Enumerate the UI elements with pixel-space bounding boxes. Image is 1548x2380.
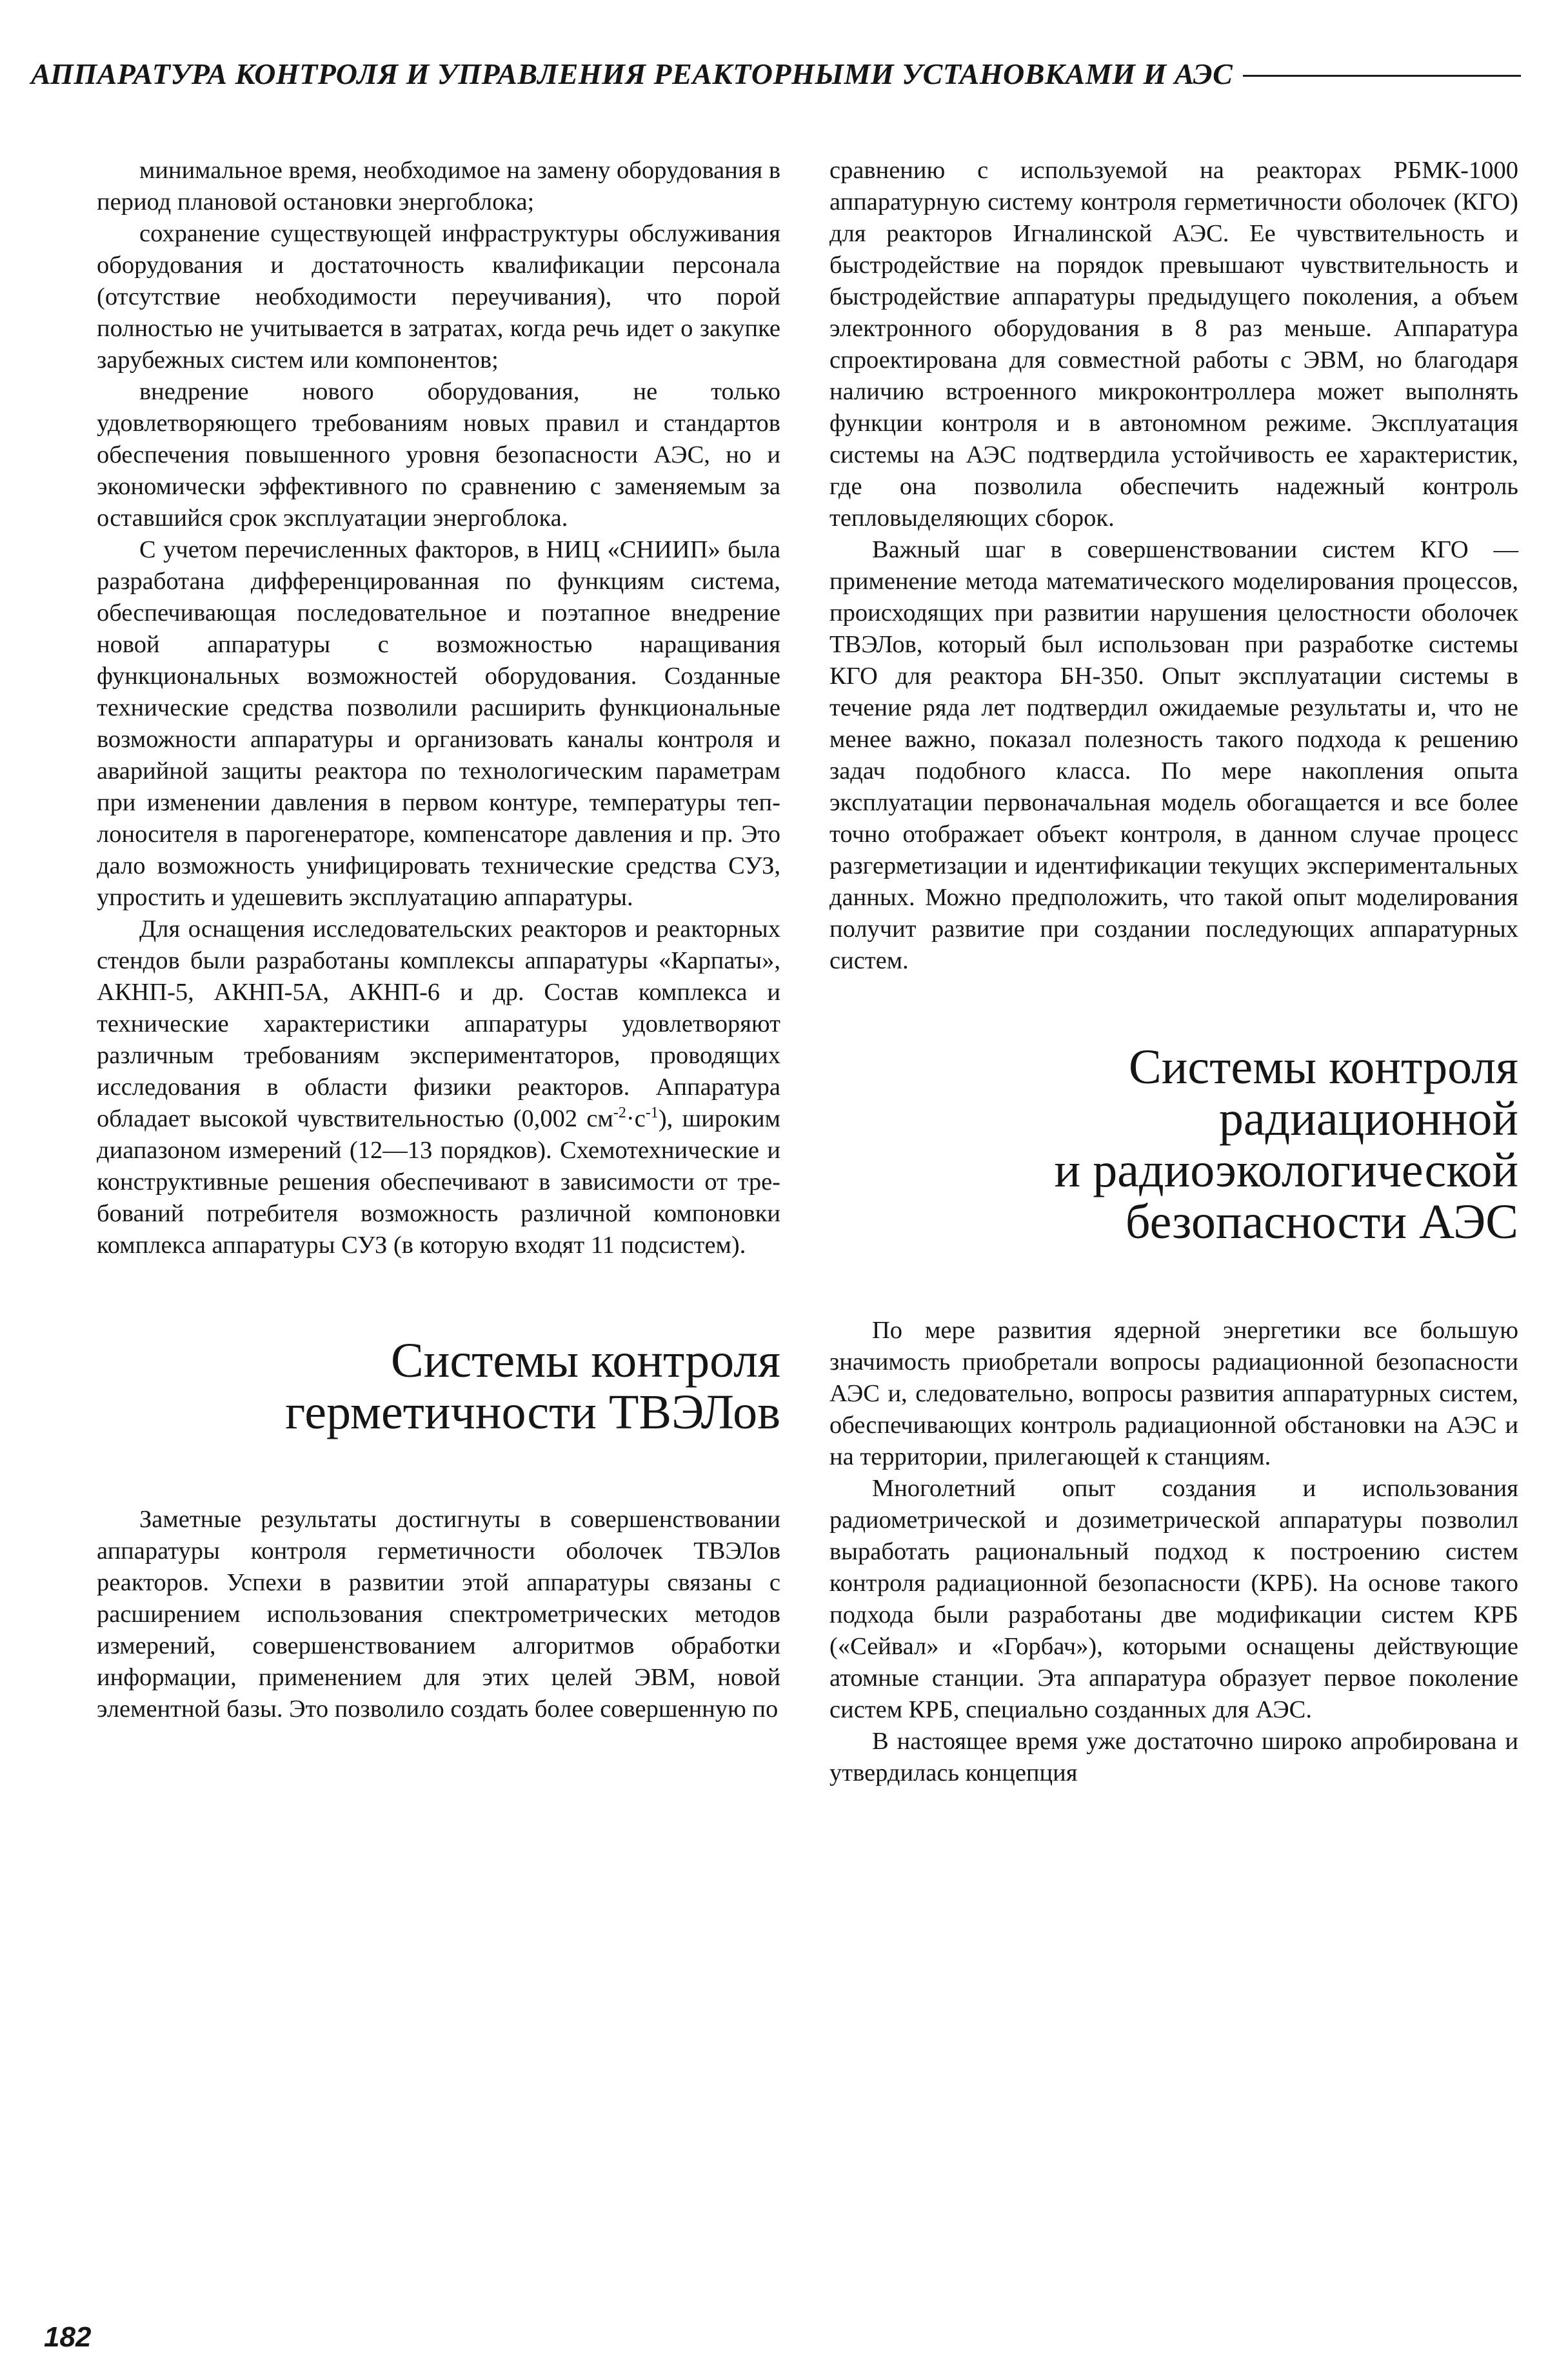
paragraph: Важный шаг в совершенствовании систем КГО — применение метода математического моделирования процессов, происходящих при развитии нарушения целостности оболочек ТВЭЛов, который был использован при разработке системы КГО для реактора БН-350. Опыт эксплуатации системы в течение ряда лет подтвердил ожидаемые результаты и, что не менее важно, показал полезность такого подхода к решению задач подобного класса. По мере накопления опыта эксплуатации первоначальная модель обогащается и все более точно отображает объект контроля, в данном случае процесс разгерметизации и идентификации текущих экспериментальных данных. Можно предположить, что такой опыт моделирования получит развитие при создании последующих аппаратурных систем. [829, 536, 1518, 974]
paragraph: сохранение существующей инфраструктуры обслуживания оборудования и достаточность квалификации персонала (отсутствие необходимости переучивания), что порой полностью не учитывается в затратах, когда речь идет о закупке зарубежных систем или компонентов; [97, 220, 780, 374]
paragraph-research-reactors [97, 914, 780, 1261]
section-title-line: герметичности ТВЭЛов [285, 1385, 780, 1439]
section-title-line: и радиоэкологической [1054, 1143, 1518, 1197]
paragraph: По мере развития ядерной энергетики все большую значимость приобретали вопросы радиационной безопасности АЭС и, следовательно, вопросы развития аппаратурных систем, обеспечивающих контроль радиационной обстановки на АЭС и на территории, прилегающей к станциям. [829, 1317, 1518, 1470]
paragraph: В настоящее время уже достаточно широко апробирована и утвердилась концепция [829, 1728, 1518, 1786]
section-title-line: безопасности АЭС [1125, 1195, 1518, 1249]
paragraph: сравнению с используемой на реакторах РБМК-1000 аппаратурную систему контроля герметичности оболочек (КГО) для реакторов Игналинской АЭС. Ее чувствительность и быстродействие на порядок превышают чувствительность и быстродействие аппаратуры предыдущего поколения, а объем электронного оборудования в 8 раз меньше. Аппаратура спроектирована для совместной работы с ЭВМ, но благодаря наличию встроенного микроконтроллера может выполнять функции контроля и в автономном режиме. Эксплуатация системы на АЭС подтвердила устойчивость ее характеристик, где она позволила обеспечить надежный контроль тепловыделяющих сборок. [829, 157, 1518, 532]
paragraph: Многолетний опыт создания и использования радиометрической и дозиметрической аппаратуры позволил выработать рациональный подход к построению систем контроля радиационной безопасности (КРБ). На основе такого подхода были разработаны две модификации систем КРБ («Сейвал» и «Горбач»), которыми оснащены действующие атомные станции. Эта аппаратура образует первое поколение систем КРБ, специально созданных для АЭС. [829, 1475, 1518, 1723]
section-title-line: Системы контроля [391, 1334, 780, 1388]
paragraph: внедрение нового оборудования, не только удовлетворяющего требованиям новых правил и стандартов обеспечения повышенного уровня безопасности АЭС, но и экономически эффективного по сравнению с заменяемым за оставшийся срок эксплуатации энергоблока. [97, 378, 780, 532]
paragraph: С учетом перечисленных факторов, в НИЦ «СНИИП» была разработана дифференцированная по функциям система, обеспечивающая последовательное и поэтапное внедрение новой аппаратуры с возможностью наращивания функциональных возможностей оборудования. Созданные технические средства позволили расширить функциональные возможности аппаратуры и организовать каналы контроля и аварийной защиты реактора по технологическим параметрам при изменении давления в первом контуре, температуры теплоносителя в парогенераторе, компенсаторе давления и пр. Это дало возможность унифицировать технические средства СУЗ, упростить и удешевить эксплуатацию аппаратуры. [97, 536, 780, 911]
superscript: -2 [613, 1105, 626, 1122]
paragraph-text: Для оснащения исследовательских реакторов и реакторных стендов были разработаны комплексы аппаратуры «Карпаты», АКНП-5, АКНП-5А, АКНП-6 и др. Состав комплекса и технические характеристики аппаратуры удовлетворяют различным требованиям экспериментаторов, проводящих исследования в области физики реакторов. Аппаратура обладает высокой чувствительностью (0,002 см [97, 915, 780, 1132]
section-title-fuel-cladding [97, 1335, 780, 1438]
running-head-text: АППАРАТУРА КОНТРОЛЯ И УПРАВЛЕНИЯ РЕАКТОРНЫМИ УСТАНОВКАМИ И АЭС [31, 57, 1233, 90]
page-number: 182 [44, 2321, 92, 2353]
running-head [31, 57, 1521, 91]
paragraph: минимальное время, необходимое на замену оборудования в период плановой остановки энергоблока; [97, 157, 780, 215]
unit-text: ·с [626, 1105, 646, 1132]
section-title-line: Системы контроля [1129, 1040, 1518, 1094]
paragraph-text: ), широким диапазоном измерений (12—13 порядков). Схемотехнические и конструктивные решения обеспечивают в зависимости от требований потребителя возможность различной компоновки комплекса аппаратуры СУЗ (в которую входят 11 подсистем). [97, 1105, 780, 1259]
superscript: -1 [645, 1105, 659, 1122]
section-title-line: радиационной [1218, 1092, 1518, 1146]
running-head-rule [1243, 75, 1521, 77]
section-title-radiation-safety [829, 1041, 1518, 1248]
right-column [829, 155, 1518, 1789]
left-column [97, 155, 780, 1725]
paragraph: Заметные результаты достигнуты в совершенствовании аппаратуры контроля герметичности оболочек ТВЭЛов реакторов. Успехи в развитии этой аппаратуры связаны с расширением использования спектрометрических методов измерений, совершенствованием алгоритмов обработки информации, применением для этих целей ЭВМ, новой элементной базы. Это позволило создать более совершенную по [97, 1506, 780, 1723]
